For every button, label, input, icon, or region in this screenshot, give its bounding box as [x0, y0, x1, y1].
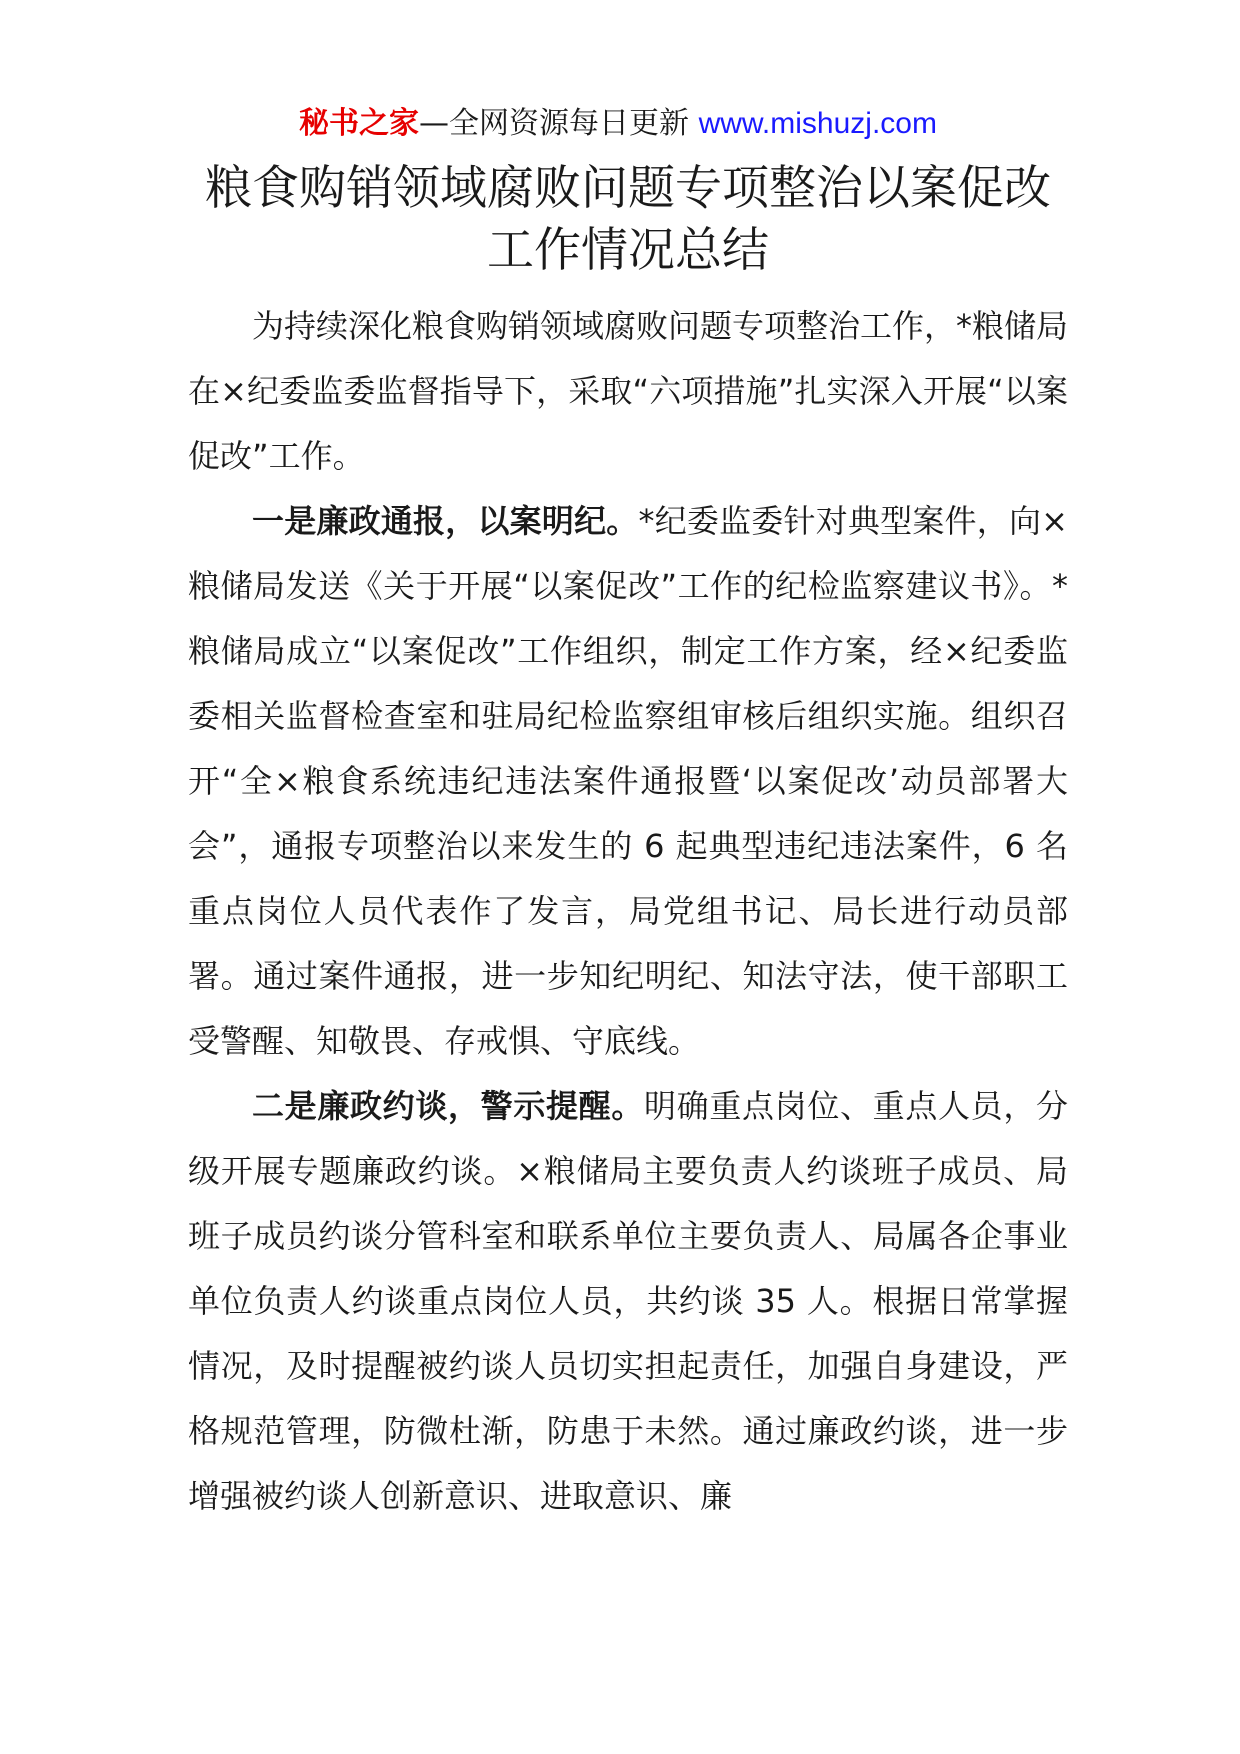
title-line-2: 工作情况总结 — [487, 223, 769, 278]
paragraph-intro — [188, 294, 1068, 489]
paragraph-section-1 — [188, 489, 1068, 1074]
paragraph-text: 为持续深化粮食购销领域腐败问题专项整治工作，*粮储局在×纪委监委监督指导下，采取“六项措施”扎实深入开展“以案促改”工作。 — [188, 307, 1069, 475]
paragraph-text: *纪委监委针对典型案件，向×粮储局发送《关于开展“以案促改”工作的纪检监察建议书》。*粮储局成立“以案促改”工作组织，制定工作方案，经×纪委监委相关监督检查室和驻局纪检监察组审核后组织实施。组织召开“全×粮食系统违纪违法案件通报暨‘以案促改’动员部署大会”，通报专项整治以来发生的 6 起典型违纪违法案件，6 名重点岗位人员代表作了发言，局党组书记、局长进行动员部署。通过案件通报，进一步知纪明纪、知法守法，使干部职工受警醒、知敬畏、存戒惧、守底线。 — [188, 502, 1068, 1060]
brand-name: 秘书之家 — [299, 106, 420, 141]
site-header — [168, 100, 1068, 148]
document-body — [188, 294, 1068, 1529]
paragraph-lead: 一是廉政通报，以案明纪。 — [252, 502, 639, 540]
header-tagline: —全网资源每日更新 — [419, 106, 699, 141]
site-url-link[interactable]: www.mishuzj.com — [698, 107, 937, 140]
document-title — [188, 158, 1068, 282]
paragraph-section-2 — [188, 1074, 1068, 1529]
paragraph-text: 明确重点岗位、重点人员，分级开展专题廉政约谈。×粮储局主要负责人约谈班子成员、局班子成员约谈分管科室和联系单位主要负责人、局属各企事业单位负责人约谈重点岗位人员，共约谈 35 人。根据日常掌握情况，及时提醒被约谈人员切实担起责任，加强自身建设，严格规范管理，防微杜渐，防患于未然。通过廉政约谈，进一步增强被约谈人创新意识、进取意识、廉 — [188, 1087, 1068, 1515]
paragraph-lead: 二是廉政约谈，警示提醒。 — [252, 1087, 644, 1125]
title-line-1: 粮食购销领域腐败问题专项整治以案促改 — [205, 161, 1051, 216]
document-page — [188, 100, 1068, 1529]
